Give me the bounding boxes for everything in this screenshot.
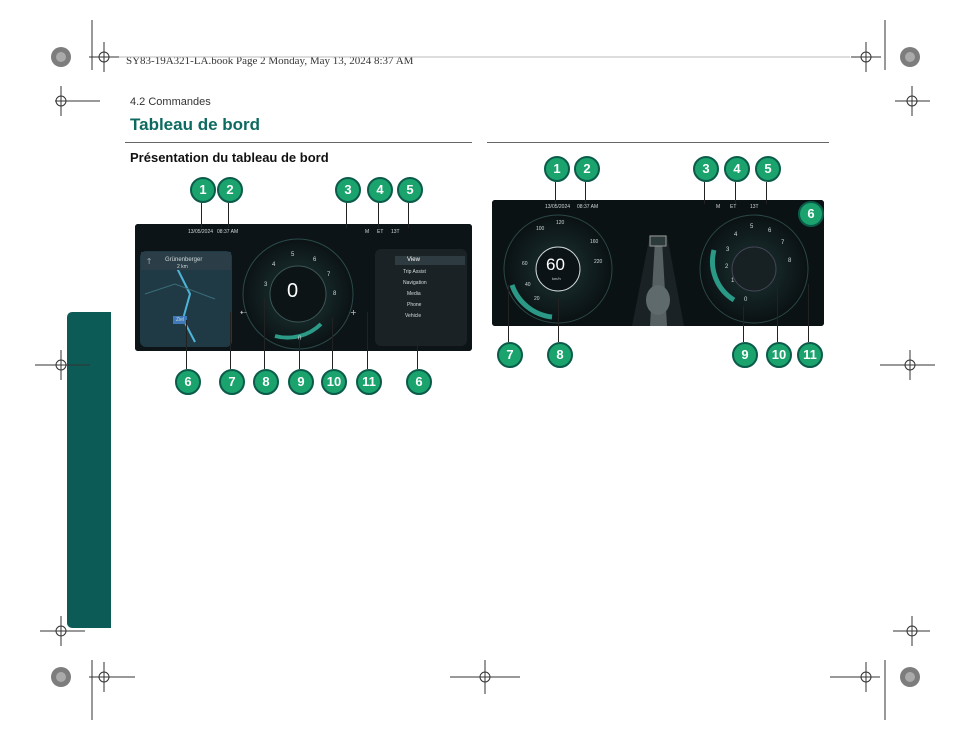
callout-badge: 11 bbox=[797, 342, 823, 368]
leader-line bbox=[558, 298, 559, 342]
callout-badge: 6 bbox=[406, 369, 432, 395]
cluster-right-graphics bbox=[492, 200, 824, 326]
leader-line bbox=[508, 285, 509, 342]
leader-line bbox=[735, 182, 736, 204]
c1-rpm-tick: 3 bbox=[264, 282, 268, 288]
book-slug: SY83-19A321-LA.book Page 2 Monday, May 13, 2024 8:37 AM bbox=[126, 55, 414, 67]
leader-line bbox=[264, 298, 265, 369]
callout-badge: 2 bbox=[574, 156, 600, 182]
c2-speed: 60 bbox=[546, 255, 565, 274]
leader-line bbox=[186, 320, 187, 369]
c1-speed: 0 bbox=[287, 280, 299, 302]
c1-gear: M bbox=[365, 229, 370, 235]
c1-menu-item: Media bbox=[407, 291, 421, 297]
callout-badge: 1 bbox=[544, 156, 570, 182]
leader-line bbox=[201, 203, 202, 228]
c1-date: 13/05/2024 bbox=[188, 229, 214, 235]
callout-badge: 7 bbox=[497, 342, 523, 368]
leader-line bbox=[777, 286, 778, 342]
c2-speed-tick: 100 bbox=[536, 226, 545, 232]
c2-rpm-tick: 8 bbox=[788, 258, 792, 264]
c1-time: 08:37 AM bbox=[217, 229, 239, 235]
c2-time: 08:37 AM bbox=[577, 204, 599, 210]
page-title: Tableau de bord bbox=[130, 115, 261, 134]
leader-line bbox=[704, 182, 705, 204]
callout-badge: 2 bbox=[217, 177, 243, 203]
leader-line bbox=[299, 338, 300, 369]
c2-odometer: 13T bbox=[750, 204, 759, 210]
callout-badge: 11 bbox=[356, 369, 382, 395]
c2-speed-tick: 20 bbox=[534, 296, 540, 302]
leader-line bbox=[228, 203, 229, 228]
c2-rpm-tick: 5 bbox=[750, 224, 754, 230]
c1-rpm-tick: 7 bbox=[327, 272, 331, 278]
leader-line bbox=[808, 284, 809, 342]
c1-nav-arrow-icon: 🡑 bbox=[147, 257, 152, 266]
callout-badge: 3 bbox=[693, 156, 719, 182]
c1-menu-item: Phone bbox=[407, 302, 422, 308]
callout-badge: 6 bbox=[798, 201, 824, 227]
callout-badge: 6 bbox=[175, 369, 201, 395]
section-subtitle: Présentation du tableau de bord bbox=[130, 150, 329, 165]
c1-gear-rating: ET bbox=[377, 229, 384, 235]
c2-speed-tick: 220 bbox=[594, 259, 603, 265]
leader-line bbox=[378, 203, 379, 228]
svg-text:+: + bbox=[350, 308, 357, 317]
section-label: 4.2 Commandes bbox=[130, 96, 211, 108]
c1-rpm-zero: 0 bbox=[298, 336, 302, 342]
c1-menu-item: Trip Assist bbox=[403, 269, 426, 275]
c2-date: 13/05/2024 bbox=[545, 204, 571, 210]
c2-rpm-tick: 7 bbox=[781, 240, 785, 246]
callout-badge: 4 bbox=[724, 156, 750, 182]
callout-badge: 5 bbox=[397, 177, 423, 203]
callout-badge: 10 bbox=[321, 369, 347, 395]
c2-rpm-tick: 2 bbox=[725, 264, 729, 270]
leader-line bbox=[230, 312, 231, 369]
c1-menu-item: Vehicle bbox=[405, 313, 422, 319]
c1-rpm-tick: 6 bbox=[313, 257, 317, 263]
leader-line bbox=[743, 306, 744, 342]
leader-line bbox=[408, 203, 409, 228]
callout-badge: 8 bbox=[253, 369, 279, 395]
c1-menu-item: Navigation bbox=[403, 280, 427, 286]
c1-nav-sub: 2 km bbox=[177, 264, 188, 270]
callout-badge: 5 bbox=[755, 156, 781, 182]
c1-nav-street: Grünenberger bbox=[165, 257, 203, 263]
instrument-cluster-right bbox=[492, 200, 824, 326]
callout-badge: 8 bbox=[547, 342, 573, 368]
c2-gear-rating: ET bbox=[730, 204, 737, 210]
leader-line bbox=[332, 318, 333, 369]
c2-speed-unit: km/h bbox=[552, 276, 561, 281]
callout-badge: 1 bbox=[190, 177, 216, 203]
c1-menu-item: View bbox=[407, 257, 420, 263]
callout-badge: 9 bbox=[732, 342, 758, 368]
leader-line bbox=[346, 203, 347, 228]
c2-rpm-tick: 3 bbox=[726, 247, 730, 253]
callout-badge: 10 bbox=[766, 342, 792, 368]
c1-rpm-tick: 8 bbox=[333, 291, 337, 297]
callout-badge: 4 bbox=[367, 177, 393, 203]
c2-speed-tick: 60 bbox=[522, 261, 528, 267]
svg-text:⇠: ⇠ bbox=[240, 308, 247, 317]
leader-line bbox=[585, 182, 586, 204]
c2-gear: M bbox=[716, 204, 721, 210]
leader-line bbox=[417, 340, 418, 369]
leader-line bbox=[555, 182, 556, 204]
leader-line bbox=[367, 312, 368, 369]
c1-rpm-tick: 5 bbox=[291, 252, 295, 258]
c2-rpm-tick: 6 bbox=[768, 228, 772, 234]
leader-line bbox=[766, 182, 767, 204]
c2-rpm-tick: 4 bbox=[734, 232, 738, 238]
c2-speed-tick: 160 bbox=[590, 239, 599, 245]
c2-speed-tick: 120 bbox=[556, 220, 565, 226]
c2-rpm-zero: 0 bbox=[744, 297, 748, 303]
callout-badge: 7 bbox=[219, 369, 245, 395]
c2-rpm-tick: 1 bbox=[731, 278, 735, 284]
c1-rpm-tick: 4 bbox=[272, 262, 276, 268]
c1-nav-dest: Ziel bbox=[173, 316, 187, 324]
callout-badge: 3 bbox=[335, 177, 361, 203]
c1-odometer: 13T bbox=[391, 229, 400, 235]
callout-badge: 9 bbox=[288, 369, 314, 395]
c2-speed-tick: 40 bbox=[525, 282, 531, 288]
